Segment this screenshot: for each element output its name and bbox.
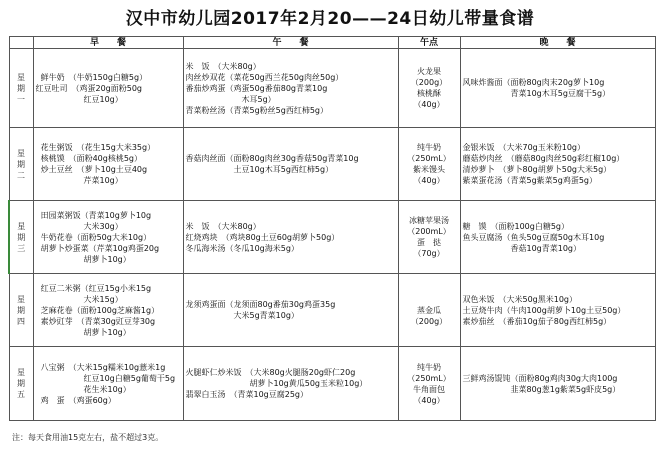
header-snack: 午点 xyxy=(398,37,460,49)
snack-cell: 火龙果 （200g） 核桃酥 （40g） xyxy=(398,49,460,128)
day-label: 星 期 三 xyxy=(9,201,33,274)
day-row xyxy=(9,49,655,128)
snack-cell: 纯牛奶 （250mL） 紫米馒头 （40g） xyxy=(398,128,460,201)
day-label: 星 期 五 xyxy=(9,347,33,421)
lunch-cell: 米 饭 （大米80g） 红烧鸡块 （鸡块80g土豆60g胡萝卜50g） 冬瓜海米汤（冬瓜10g海米5g） xyxy=(183,201,398,274)
page-title: 汉中市幼儿园2017年2月20——24日幼儿带量食谱 xyxy=(125,9,535,29)
day-row xyxy=(9,274,655,347)
header-row xyxy=(9,37,655,49)
day-label: 星 期 二 xyxy=(9,128,33,201)
breakfast-cell: 花生粥饭 （花生15g大米35g） 核桃馍 （面粉40g核桃5g） 炒土豆丝 （萝卜10g土豆40g 芹菜10g） xyxy=(33,128,183,201)
lunch-cell: 香菇肉丝面（面粉80g肉丝30g香菇50g青菜10g 土豆10g木耳5g西红柿5g） xyxy=(183,128,398,201)
menu-table xyxy=(8,36,656,421)
breakfast-cell: 红豆二米粥（红豆15g小米15g 大米15g） 芝麻花卷（面粉100g芝麻酱1g） 素炒豇芽 （青菜30g豇豆芽30g 胡萝卜10g） xyxy=(33,274,183,347)
snack-cell: 蒸金瓜 （200g） xyxy=(398,274,460,347)
corner-cell xyxy=(9,37,33,49)
header-dinner: 晚 餐 xyxy=(460,37,655,49)
day-row xyxy=(9,347,655,421)
breakfast-cell: 鲜牛奶 （牛奶150g白糖5g） 红豆吐司 （鸡蛋20g面粉50g 红豆10g） xyxy=(33,49,183,128)
dinner-cell: 双色米饭 （大米50g黑米10g） 土豆烧牛肉（牛肉100g胡萝卜10g土豆50g） 素炒茄丝 （番茄10g茄子80g西红柿5g） xyxy=(460,274,655,347)
day-label: 星 期 四 xyxy=(9,274,33,347)
dinner-cell: 金银米饭 （大米70g玉米粉10g） 蘑菇炒肉丝 （蘑菇80g肉丝50g彩红椒10g） 清炒萝卜 （萝卜80g胡萝卜50g大米5g） 紫菜蛋花汤（青菜5g紫菜5g鸡蛋5g） xyxy=(460,128,655,201)
dinner-cell: 风味炸酱面（面粉80g肉末20g萝卜10g 青菜10g木耳5g豆腐干5g） xyxy=(460,49,655,128)
footnote: 注：每天食用油15克左右，盐不超过3克。 xyxy=(12,433,164,442)
snack-cell: 纯牛奶 （250mL） 牛角面包 （40g） xyxy=(398,347,460,421)
header-lunch: 午 餐 xyxy=(183,37,398,49)
lunch-cell: 龙须鸡蛋面（龙须面80g番茄30g鸡蛋35g 大米5g青菜10g） xyxy=(183,274,398,347)
snack-cell: 冰糖苹果汤 （200mL） 蛋 挞 （70g） xyxy=(398,201,460,274)
day-label: 星 期 一 xyxy=(9,49,33,128)
breakfast-cell: 田园菜粥饭（青菜10g萝卜10g 大米30g） 牛奶花卷（面粉50g大米10g） 胡萝卜炒蛋菜（芹菜10g鸡蛋20g 胡萝卜10g） xyxy=(33,201,183,274)
header-breakfast: 早 餐 xyxy=(33,37,183,49)
breakfast-cell: 八宝粥 （大米15g糯米10g薏米1g 红豆10g白糖5g葡萄干5g 花生米10g） 鸡 蛋 （鸡蛋60g） xyxy=(33,347,183,421)
day-row xyxy=(9,201,655,274)
lunch-cell: 火腿虾仁炒米饭 （大米80g火腿肠20g虾仁20g 胡萝卜10g黄瓜50g玉米粒10g） 翡翠白玉汤 （青菜10g豆腐25g） xyxy=(183,347,398,421)
day-row xyxy=(9,128,655,201)
lunch-cell: 米 饭 （大米80g） 肉丝炒双花（菜花50g西兰花50g肉丝50g） 番茄炒鸡蛋（鸡蛋50g番茄80g青菜10g 木耳5g） 青菜粉丝汤（青菜5g粉丝5g西红柿5g） xyxy=(183,49,398,128)
dinner-cell: 三鲜鸡汤馄饨（面粉80g鸡肉30g大肉100g 韭菜80g葱1g紫菜5g虾皮5g） xyxy=(460,347,655,421)
dinner-cell: 糖 馍 （面粉100g白糖5g） 鱼头豆腐汤（鱼头50g豆腐50g木耳10g 香菇10g青菜10g） xyxy=(460,201,655,274)
